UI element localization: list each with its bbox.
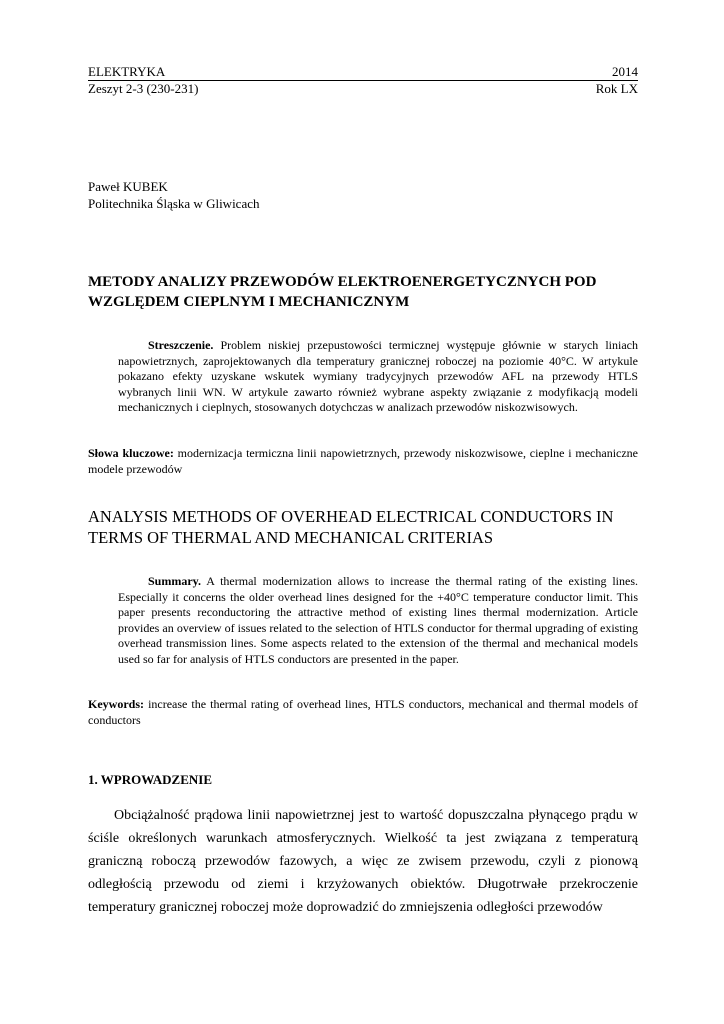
author-block bbox=[88, 178, 260, 212]
section-heading: 1. WPROWADZENIE bbox=[88, 772, 213, 787]
paper-page bbox=[88, 64, 639, 915]
abstract-pl-text: Problem niskiej przepustowości termicznej występuje głównie w starych liniach napowietrznych, zaprojektowanych dla temperatury granicznej roboczej na poziomie 40°C. W artykule pokazano efekty uzyskane wskutek wymiany tradycyjnych przewodów AFL na przewody HTLS wybranych linii WN. W artykule zawarto również wybrane aspekty związanie z modyfikacją modeli mechanicznych i cieplnych, stosowanych dotychczas w analizach przewodów niskozwisowych. bbox=[118, 338, 638, 414]
journal-year: 2014 bbox=[612, 64, 638, 79]
body-paragraph: Obciążalność prądowa linii napowietrznej jest to wartość dopuszczalna płynącego prądu w ściśle określonych warunkach atmosferycznych. Wielkość ta jest związana z temperaturą graniczną roboczą przewodów fazowych, a więc ze zwisem przewodu, czyli z pionową odległością przewodu od ziemi i krzyżowanych obiektów. Długotrwałe przekroczenie temperatury granicznej roboczej może doprowadzić do zmniejszenia odległości przewodów bbox=[88, 808, 638, 915]
abstract-pl-label: Streszczenie. bbox=[148, 338, 214, 352]
paper-title-pl: METODY ANALIZY PRZEWODÓW ELEKTROENERGETYCZNYCH POD WZGLĘDEM CIEPLNYM I MECHANICZNYM bbox=[88, 274, 597, 310]
keywords-en bbox=[88, 697, 638, 728]
keywords-en-text: increase the thermal rating of overhead lines, HTLS conductors, mechanical and thermal models of conductors bbox=[88, 697, 638, 727]
keywords-en-label: Keywords: bbox=[88, 697, 144, 711]
running-header bbox=[88, 64, 638, 97]
journal-issue: Zeszyt 2-3 (230-231) bbox=[88, 81, 199, 96]
abstract-en-label: Summary. bbox=[148, 574, 202, 588]
header-row-2 bbox=[88, 81, 638, 97]
journal-name: ELEKTRYKA bbox=[88, 64, 166, 79]
abstract-en-text: A thermal modernization allows to increase the thermal rating of the existing lines. Especially it concerns the older overhead lines designed for the +40°C temperature conductor limit. This paper presents reconductoring the attractive method of existing lines thermal modernization. Article provides an overview of issues related to the selection of HTLS conductor for thermal upgrading of existing overhead transmission lines. Some aspects related to the extension of the thermal and mechanical models used so far for analysis of HTLS conductors are presented in the paper. bbox=[118, 574, 638, 666]
keywords-pl-text: modernizacja termiczna linii napowietrznych, przewody niskozwisowe, cieplne i mechaniczne modele przewodów bbox=[88, 446, 639, 476]
author-affiliation: Politechnika Śląska w Gliwicach bbox=[88, 196, 260, 211]
keywords-pl bbox=[88, 446, 638, 477]
abstract-pl bbox=[118, 338, 638, 416]
author-name: Paweł KUBEK bbox=[88, 179, 168, 194]
section-body bbox=[88, 804, 638, 919]
abstract-en bbox=[118, 574, 638, 667]
paper-title-en: ANALYSIS METHODS OF OVERHEAD ELECTRICAL CONDUCTORS IN TERMS OF THERMAL AND MECHANICAL CRITERIAS bbox=[88, 507, 614, 547]
keywords-pl-label: Słowa kluczowe: bbox=[88, 446, 174, 460]
header-row-1 bbox=[88, 64, 638, 81]
journal-volume: Rok LX bbox=[595, 81, 638, 96]
